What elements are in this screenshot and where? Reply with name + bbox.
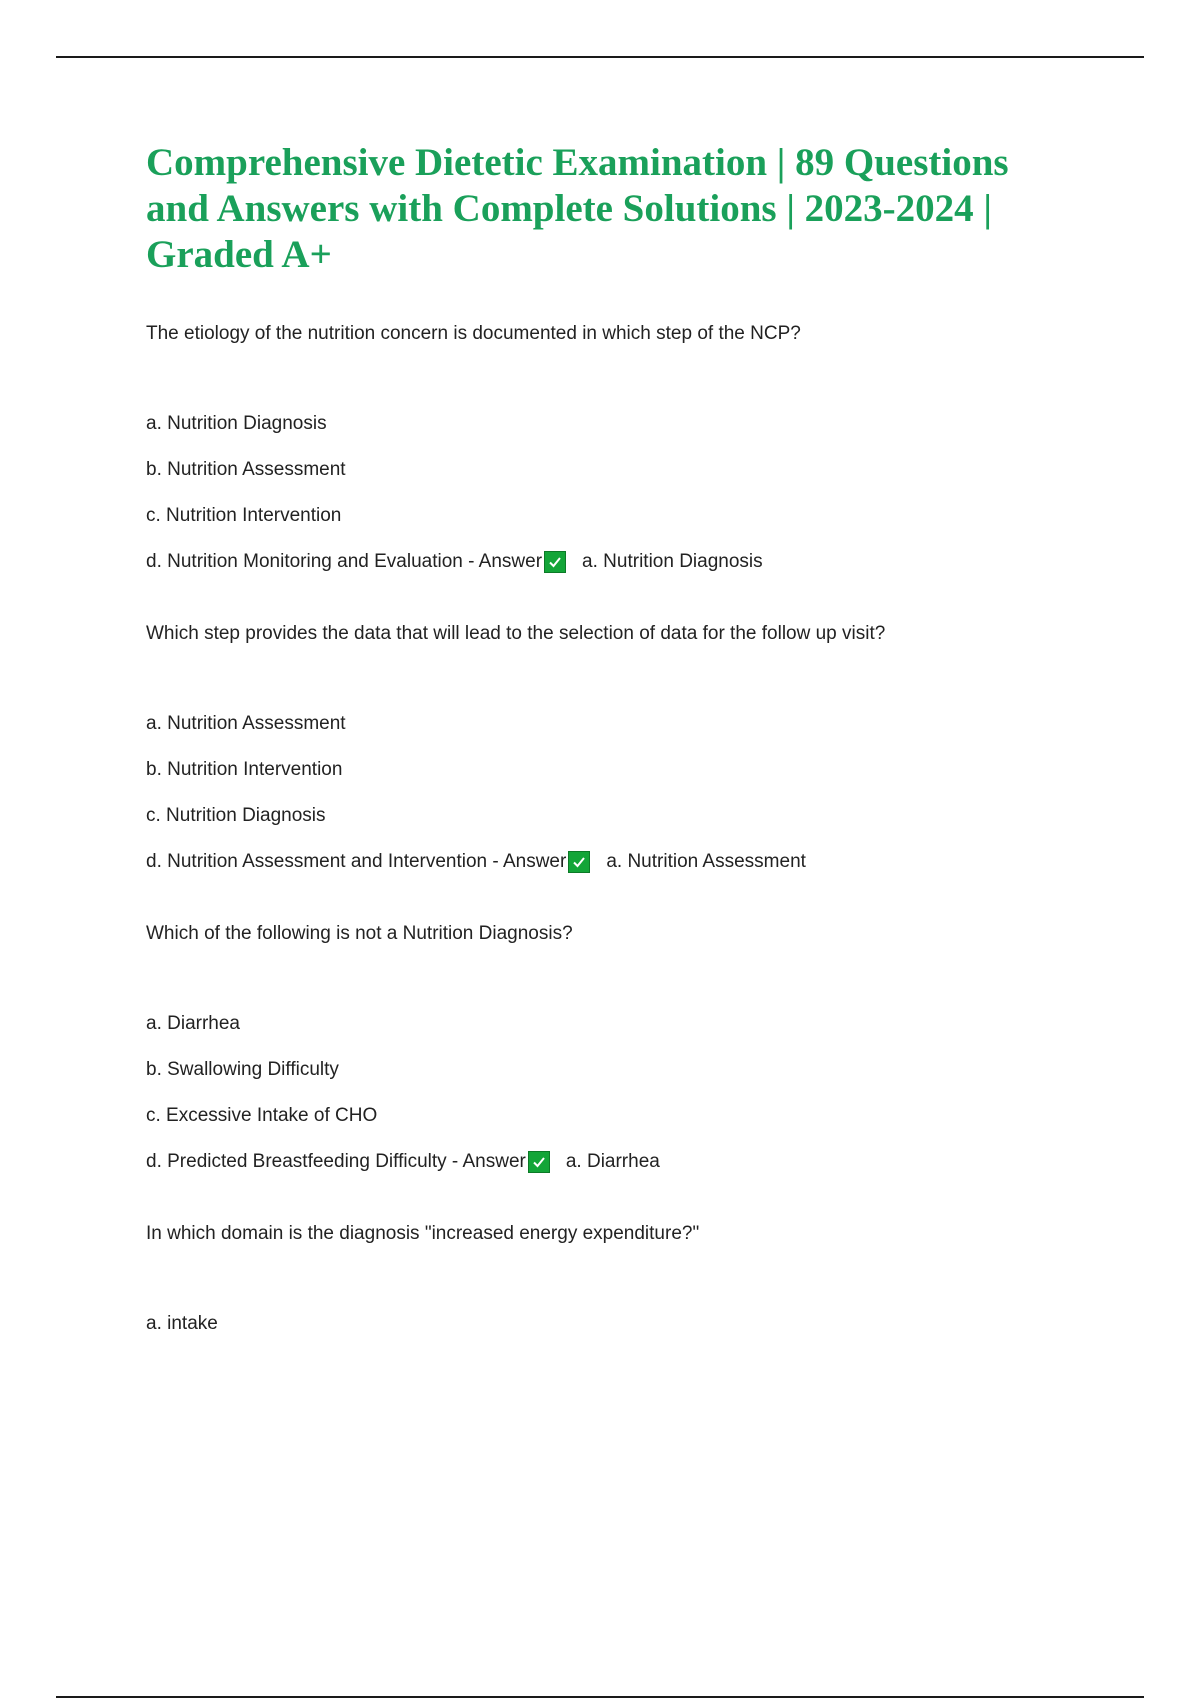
option-item bbox=[146, 1312, 1066, 1336]
answer-text: a. Nutrition Assessment bbox=[606, 851, 806, 872]
question-block bbox=[146, 1222, 1066, 1336]
header-divider bbox=[56, 56, 1144, 58]
option-item bbox=[146, 504, 1066, 528]
option-item bbox=[146, 804, 1066, 828]
option-item-with-answer bbox=[146, 550, 1066, 574]
option-item bbox=[146, 1104, 1066, 1128]
option-text: b. Swallowing Difficulty bbox=[146, 1059, 339, 1080]
document-body bbox=[146, 140, 1066, 1384]
option-item bbox=[146, 1058, 1066, 1082]
option-text: d. Predicted Breastfeeding Difficulty - Answer bbox=[146, 1151, 526, 1172]
question-block bbox=[146, 622, 1066, 874]
option-text: d. Nutrition Assessment and Intervention - Answer bbox=[146, 851, 567, 872]
option-text: b. Nutrition Assessment bbox=[146, 459, 346, 480]
check-mark-icon bbox=[544, 551, 566, 573]
option-item bbox=[146, 412, 1066, 436]
document-title: Comprehensive Dietetic Examination | 89 Questions and Answers with Complete Solutions | 2023-2024 | Graded A+ bbox=[146, 141, 1009, 276]
option-item-with-answer bbox=[146, 1150, 1066, 1174]
footer-divider bbox=[56, 1696, 1144, 1698]
option-text: d. Nutrition Monitoring and Evaluation - Answer bbox=[146, 551, 543, 572]
question-text: Which step provides the data that will lead to the selection of data for the follow up visit? bbox=[146, 623, 886, 644]
question-text: The etiology of the nutrition concern is documented in which step of the NCP? bbox=[146, 323, 801, 344]
answer-text: a. Nutrition Diagnosis bbox=[582, 551, 763, 572]
option-item bbox=[146, 712, 1066, 736]
answer-text: a. Diarrhea bbox=[565, 1151, 660, 1172]
option-text: a. Nutrition Assessment bbox=[146, 713, 346, 734]
option-item bbox=[146, 458, 1066, 482]
option-text: a. intake bbox=[146, 1313, 218, 1334]
option-item-with-answer bbox=[146, 850, 1066, 874]
option-item bbox=[146, 1012, 1066, 1036]
option-text: c. Excessive Intake of CHO bbox=[146, 1105, 378, 1126]
check-mark-icon bbox=[568, 851, 590, 873]
option-text: c. Nutrition Diagnosis bbox=[146, 805, 326, 826]
option-text: b. Nutrition Intervention bbox=[146, 759, 343, 780]
question-block bbox=[146, 922, 1066, 1174]
check-mark-icon bbox=[528, 1151, 550, 1173]
question-text: Which of the following is not a Nutrition Diagnosis? bbox=[146, 923, 573, 944]
question-block bbox=[146, 322, 1066, 574]
option-item bbox=[146, 758, 1066, 782]
option-text: a. Diarrhea bbox=[146, 1013, 240, 1034]
option-text: a. Nutrition Diagnosis bbox=[146, 413, 327, 434]
option-text: c. Nutrition Intervention bbox=[146, 505, 342, 526]
question-text: In which domain is the diagnosis "increased energy expenditure?" bbox=[146, 1223, 700, 1244]
